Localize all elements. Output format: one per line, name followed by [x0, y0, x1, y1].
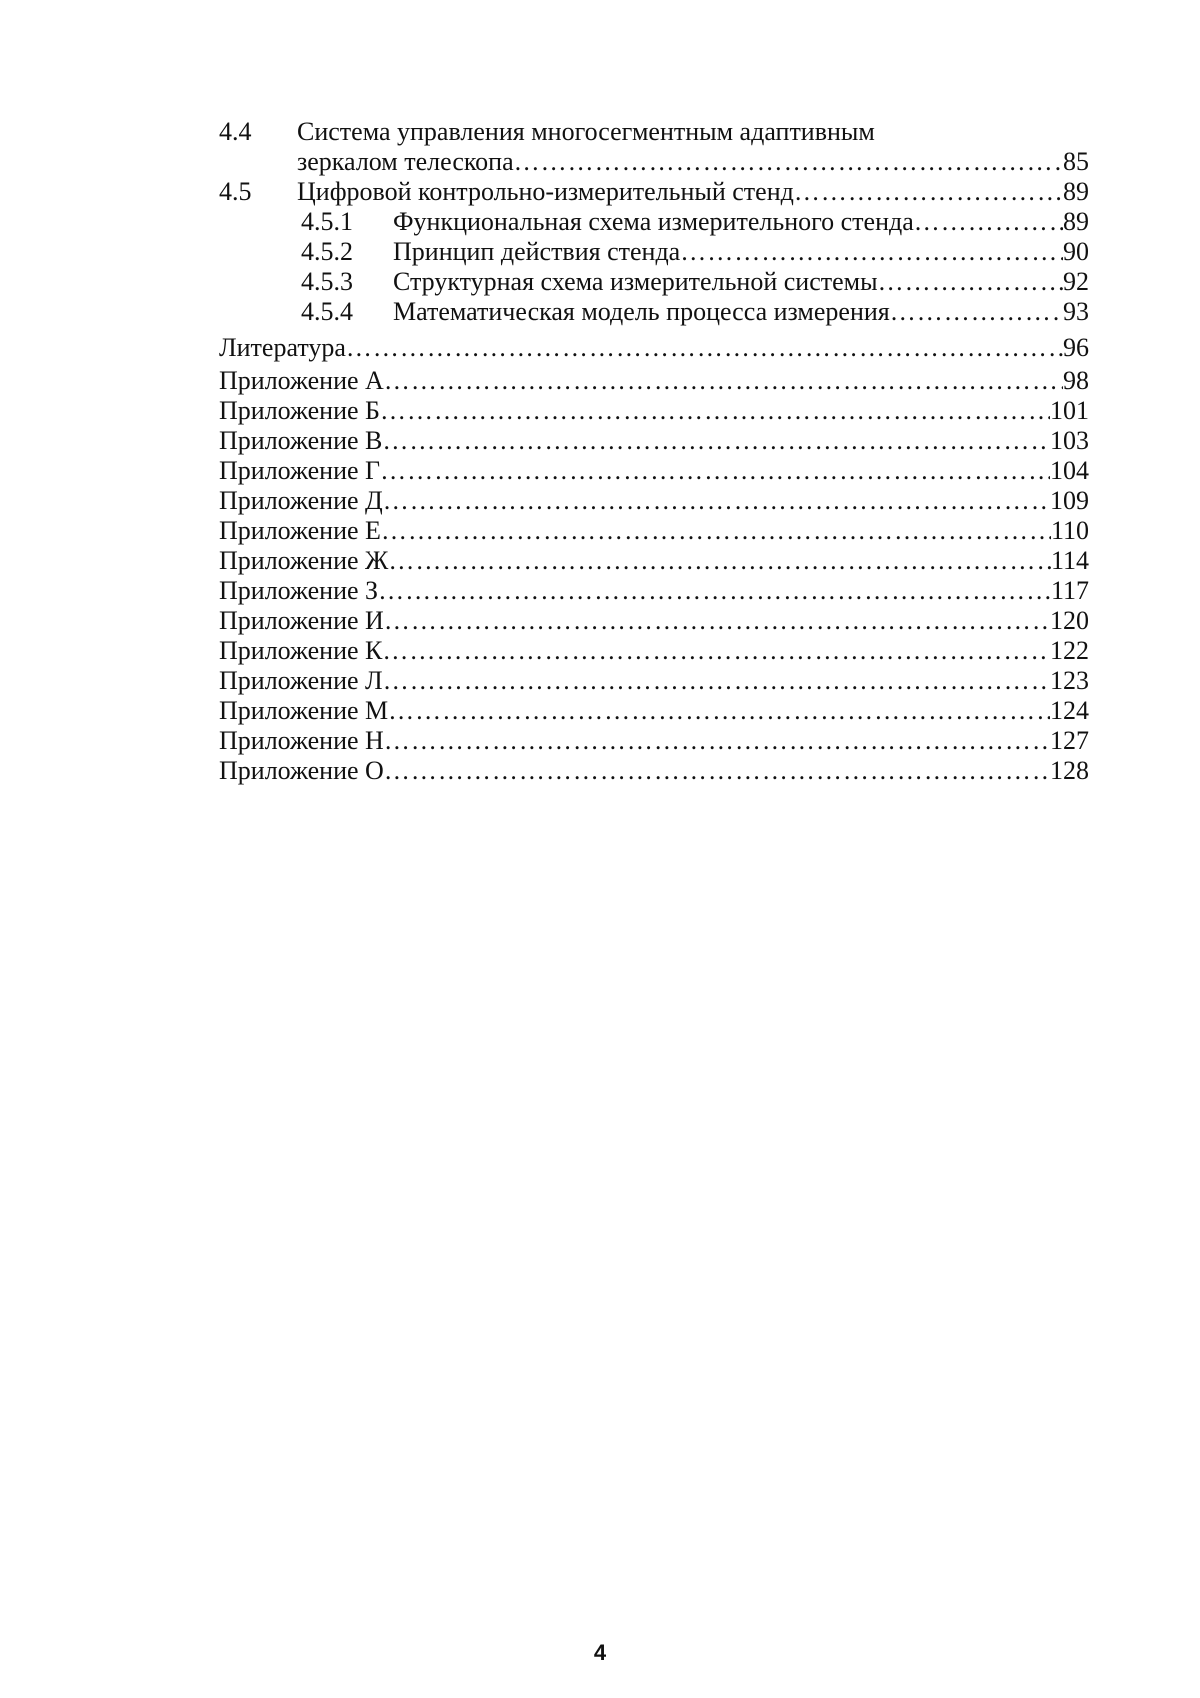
toc-entry-title: Структурная схема измерительной системы: [393, 267, 878, 296]
toc-entry-title: Приложение Ж: [219, 546, 389, 575]
toc-entry-title: Приложение Д: [219, 486, 383, 515]
toc-entry-page: 109: [1050, 486, 1089, 515]
toc-entry-page: 117: [1050, 576, 1089, 605]
toc-entry-page: 85: [1063, 147, 1089, 176]
toc-entry-title-continued: зеркалом телескопа: [297, 147, 514, 176]
dot-leader: [383, 666, 1050, 696]
toc-entry-page: 123: [1050, 666, 1089, 695]
toc-entry-title: Приложение Н: [219, 726, 384, 755]
toc-entry-title: Приложение И: [219, 606, 384, 635]
dot-leader: [384, 726, 1050, 756]
toc-entry-appendix-m[interactable]: [219, 696, 1089, 726]
toc-entry-page: 127: [1050, 726, 1089, 755]
dot-leader: [914, 207, 1063, 237]
toc-entry-title: Приложение М: [219, 696, 389, 725]
dot-leader: [383, 486, 1050, 516]
toc-entry-page: 89: [1063, 177, 1089, 206]
toc-entry-title: Приложение В: [219, 426, 383, 455]
toc-entry-title: Приложение Г: [219, 456, 381, 485]
dot-leader: [382, 636, 1050, 666]
toc-entry-title: Приложение А: [219, 366, 384, 395]
toc-entry-page: 101: [1050, 396, 1089, 425]
toc-entry-number: 4.5.4: [301, 297, 353, 326]
toc-entry-page: 124: [1050, 696, 1089, 725]
toc-entry-page: 110: [1050, 516, 1089, 545]
toc-entry-number: 4.4: [219, 117, 252, 146]
dot-leader: [388, 546, 1051, 576]
toc-entry-page: 98: [1063, 366, 1089, 395]
toc-entry-4-4-line1[interactable]: [219, 117, 1089, 147]
dot-leader: [380, 396, 1050, 426]
toc-entry-4-5-4[interactable]: [219, 297, 1089, 327]
dot-leader: [378, 576, 1051, 606]
toc-entry-literature[interactable]: [219, 333, 1089, 363]
toc-entry-title: Система управления многосегментным адаптивным: [297, 117, 875, 146]
toc-entry-page: 103: [1050, 426, 1089, 455]
table-of-contents: [219, 117, 1089, 786]
toc-entry-title: Цифровой контрольно-измерительный стенд: [297, 177, 794, 206]
toc-entry-appendix-l[interactable]: [219, 666, 1089, 696]
toc-entry-appendix-n[interactable]: [219, 726, 1089, 756]
dot-leader: [680, 237, 1063, 267]
dot-leader: [384, 606, 1050, 636]
toc-entry-title: Приложение К: [219, 636, 383, 665]
dot-leader: [382, 426, 1050, 456]
dot-leader: [514, 147, 1063, 177]
toc-entry-number: 4.5.1: [301, 207, 353, 236]
dot-leader: [890, 297, 1063, 327]
toc-entry-4-5-3[interactable]: [219, 267, 1089, 297]
toc-entry-appendix-z[interactable]: [219, 576, 1089, 606]
toc-entry-appendix-e[interactable]: [219, 516, 1089, 546]
dot-leader: [380, 456, 1050, 486]
toc-entry-title: Приложение Б: [219, 396, 380, 425]
toc-entry-page: 93: [1063, 297, 1089, 326]
toc-entry-number: 4.5.3: [301, 267, 353, 296]
toc-entry-appendix-g[interactable]: [219, 456, 1089, 486]
toc-entry-title: Приложение З: [219, 576, 379, 605]
toc-entry-title: Приложение Е: [219, 516, 381, 545]
toc-entry-appendix-b[interactable]: [219, 396, 1089, 426]
toc-entry-title: Приложение Л: [219, 666, 383, 695]
dot-leader: [388, 696, 1050, 726]
toc-entry-title: Принцип действия стенда: [393, 237, 681, 266]
toc-entry-page: 92: [1063, 267, 1089, 296]
dot-leader: [381, 516, 1051, 546]
toc-entry-title: Литература: [219, 333, 346, 362]
toc-entry-4-5-1[interactable]: [219, 207, 1089, 237]
toc-entry-appendix-zh[interactable]: [219, 546, 1089, 576]
dot-leader: [878, 267, 1063, 297]
toc-entry-page: 89: [1063, 207, 1089, 236]
toc-entry-title: Математическая модель процесса измерения: [393, 297, 890, 326]
dot-leader: [384, 756, 1050, 786]
toc-entry-appendix-a[interactable]: [219, 366, 1089, 396]
toc-entry-page: 114: [1050, 546, 1089, 575]
toc-entry-page: 96: [1063, 333, 1089, 362]
toc-entry-appendix-v[interactable]: [219, 426, 1089, 456]
page-number: 4: [593, 1640, 607, 1665]
dot-leader: [346, 333, 1063, 363]
toc-entry-4-4-line2[interactable]: [219, 147, 1089, 177]
toc-entry-title: Функциональная схема измерительного стенда: [393, 207, 914, 236]
toc-entry-appendix-o[interactable]: [219, 756, 1089, 786]
toc-entry-page: 120: [1050, 606, 1089, 635]
toc-entry-page: 90: [1063, 237, 1089, 266]
dot-leader: [794, 177, 1063, 207]
toc-entry-number: 4.5.2: [301, 237, 353, 266]
toc-entry-page: 104: [1050, 456, 1089, 485]
toc-entry-page: 122: [1050, 636, 1089, 665]
toc-entry-4-5[interactable]: [219, 177, 1089, 207]
dot-leader: [384, 366, 1063, 396]
toc-entry-appendix-d[interactable]: [219, 486, 1089, 516]
toc-entry-appendix-i[interactable]: [219, 606, 1089, 636]
toc-entry-number: 4.5: [219, 177, 252, 206]
toc-entry-4-5-2[interactable]: [219, 237, 1089, 267]
toc-entry-page: 128: [1050, 756, 1089, 785]
toc-entry-title: Приложение О: [219, 756, 384, 785]
toc-entry-appendix-k[interactable]: [219, 636, 1089, 666]
